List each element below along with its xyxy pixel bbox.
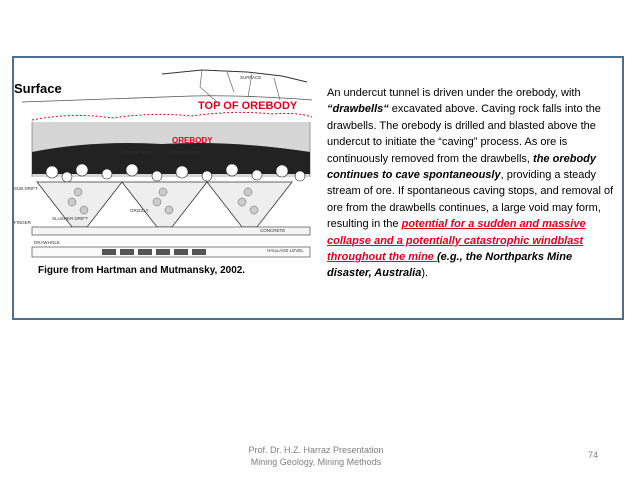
diag-label-slusher-drift: SLUSHER DRIFT — [52, 216, 88, 221]
diag-label-finger: FINGER — [14, 220, 32, 225]
footer-line-2: Mining Geology, Mining Methods — [250, 457, 382, 467]
diag-label-haulage: HAULAGE LEVEL — [267, 248, 304, 253]
body-text-example: (e.g., the Northparks Mine disaster, Australia — [327, 251, 573, 280]
surface-label: Surface — [14, 81, 62, 96]
diag-label-surface: SURFACE — [240, 75, 262, 80]
body-text-3: , providing a steady stream of ore. If spontaneous caving stops, and removal of ore from the drawbells continues, a large void may form, resulting in the — [327, 169, 614, 231]
diag-label-major-apex: MAJOR APEX — [172, 150, 201, 155]
body-text-drawbells: “drawbells“ — [327, 103, 389, 116]
footer-line-1: Prof. Dr. H.Z. Harraz Presentation — [248, 445, 384, 455]
page-number: 74 — [588, 450, 599, 460]
top-of-orebody-label: TOP OF OREBODY — [198, 100, 298, 112]
orebody-label: OREBODY — [172, 136, 213, 145]
diag-label-grizzly: GRIZZLY — [130, 208, 149, 213]
footer — [231, 444, 401, 468]
diag-label-concrete: CONCRETE — [260, 228, 286, 233]
body-text-2: excavated above. Caving rock falls into the drawbells. The orebody is drilled and blasted above the undercut to initiate the “caving” process. As ore is continuously removed from the drawbells, — [327, 103, 601, 165]
body-text-cave-spontaneously: the orebody continues to cave spontaneously — [327, 152, 596, 182]
body-text-4: ). — [421, 267, 429, 280]
body-text — [327, 85, 619, 282]
body-text-1: An undercut tunnel is driven under the orebody, with — [327, 87, 581, 99]
diag-label-drawhole: DRAWHOLE — [34, 240, 60, 245]
body-text-collapse-warning: potential for a sudden and massive collapse and a potentially catastrophic windblast throughout the mine — [327, 218, 586, 264]
figure-caption: Figure from Hartman and Mutmansky, 2002. — [38, 265, 246, 276]
diag-label-minor-apex: MINOR APEX — [124, 150, 153, 155]
diag-label-sub-drift: SUB DRIFT — [14, 186, 38, 191]
